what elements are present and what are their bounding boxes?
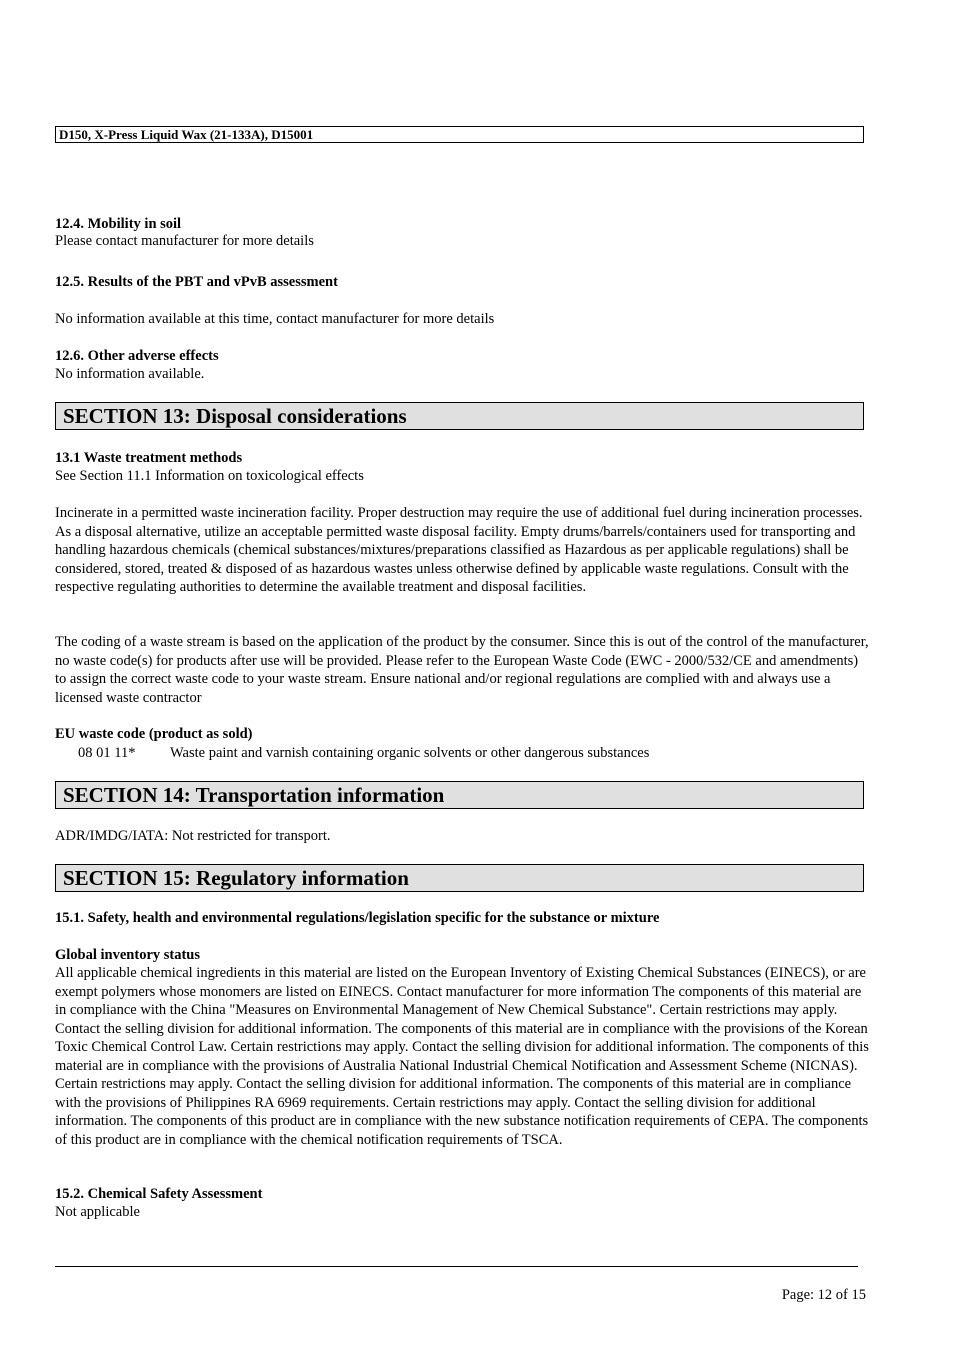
s13-1-text: See Section 11.1 Information on toxicological effects [55, 468, 364, 484]
page-number: Page: 12 of 15 [781, 1287, 866, 1303]
s15-1-title: 15.1. Safety, health and environmental regulations/legislation specific for the substance or mixture [55, 910, 660, 926]
s12-4-title: 12.4. Mobility in soil [55, 216, 182, 232]
s12-4-text: Please contact manufacturer for more details [55, 233, 314, 249]
s15-2-text: Not applicable [55, 1204, 140, 1220]
eu-waste-code-title: EU waste code (product as sold) [55, 726, 253, 742]
section-15-heading: SECTION 15: Regulatory information [55, 864, 864, 892]
s15-2-title: 15.2. Chemical Safety Assessment [55, 1186, 263, 1202]
section-14-heading: SECTION 14: Transportation information [55, 781, 864, 809]
inventory-text: All applicable chemical ingredients in this material are listed on the European Inventory of Existing Chemical Substances (EINECS), or are exempt polymers whose monomers are listed on EINECS. Contact manufacturer for more information The components of this material are in compliance with the China "Measures on Environmental Management of New Chemical Substance". Certain restrictions may apply. Contact the selling division for additional information. The components of this material are in compliance with the provisions of the Korean Toxic Chemical Control Law. Certain restrictions may apply. Contact the selling division for additional information. The components of this material are in compliance with the provisions of Australia National Industrial Chemical Notification and Assessment Scheme (NICNAS). Certain restrictions may apply. Contact the selling division for additional information. The components of this material are in compliance with the provisions of Philippines RA 6969 requirements. Certain restrictions may apply. Contact the selling division for additional information. The components of this product are in compliance with the new substance notification requirements of CEPA. The components of this product are in compliance with the chemical notification requirements of TSCA. [55, 965, 869, 1148]
s14-text: ADR/IMDG/IATA: Not restricted for transport. [55, 828, 331, 844]
s13-paragraph-waste-coding: The coding of a waste stream is based on the application of the product by the consumer. Since this is out of the control of the manufacturer, no waste code(s) for products after use will be provided. Please refer to the European Waste Code (EWC - 2000/532/CE and amendments) to assign the correct waste code to your waste stream. Ensure national and/or regional regulations are complied with and always use a licensed waste contractor [55, 634, 869, 706]
s13-1-title: 13.1 Waste treatment methods [55, 450, 243, 466]
section-13-heading: SECTION 13: Disposal considerations [55, 402, 864, 430]
s12-6-title: 12.6. Other adverse effects [55, 348, 219, 364]
eu-waste-code: 08 01 11* [78, 745, 136, 761]
eu-waste-description: Waste paint and varnish containing organic solvents or other dangerous substances [170, 745, 650, 761]
product-header: D150, X-Press Liquid Wax (21-133A), D15001 [55, 126, 864, 143]
s12-6-text: No information available. [55, 366, 205, 382]
inventory-title: Global inventory status [55, 947, 201, 963]
footer-rule [55, 1266, 858, 1267]
s12-5-text: No information available at this time, contact manufacturer for more details [55, 311, 495, 327]
s12-5-title: 12.5. Results of the PBT and vPvB assessment [55, 274, 338, 290]
s13-paragraph-incinerate: Incinerate in a permitted waste incineration facility. Proper destruction may require the use of additional fuel during incineration processes. As a disposal alternative, utilize an acceptable permitted waste disposal facility. Empty drums/barrels/containers used for transporting and handling hazardous chemicals (chemical substances/mixtures/preparations classified as Hazardous as per applicable regulations) shall be considered, stored, treated & disposed of as hazardous wastes unless otherwise defined by applicable waste regulations. Consult with the respective regulating authorities to determine the available treatment and disposal facilities. [55, 505, 863, 595]
